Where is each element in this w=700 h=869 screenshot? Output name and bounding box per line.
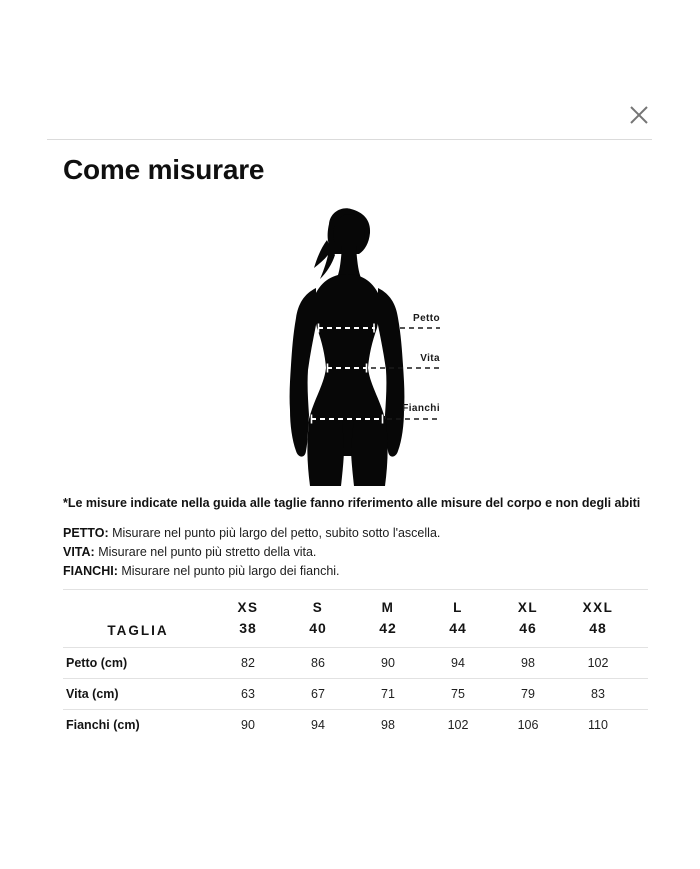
measurement-note: *Le misure indicate nella guida alle taglie fanno riferimento alle misure del corpo e non degli abiti bbox=[63, 496, 641, 510]
size-cell: 94 bbox=[423, 648, 493, 679]
instruction-line-waist bbox=[63, 543, 653, 562]
spacer-cell bbox=[633, 590, 648, 648]
row-label: Vita (cm) bbox=[63, 679, 213, 710]
column-header-xxl bbox=[563, 590, 633, 648]
column-header-s bbox=[283, 590, 353, 648]
size-number: 48 bbox=[589, 620, 607, 636]
instruction-term: PETTO: bbox=[63, 526, 109, 540]
close-icon bbox=[628, 104, 650, 126]
size-cell: 90 bbox=[241, 718, 255, 732]
taglia-header: TAGLIA bbox=[63, 590, 213, 648]
size-code: XL bbox=[517, 600, 539, 615]
size-code: XXL bbox=[582, 600, 614, 615]
size-number: 40 bbox=[309, 620, 327, 636]
size-cell: 94 bbox=[311, 718, 325, 732]
size-code: S bbox=[312, 600, 324, 615]
spacer-cell bbox=[633, 648, 648, 679]
table-row-chest bbox=[63, 648, 648, 679]
size-cell: 67 bbox=[283, 679, 353, 710]
size-cell: 98 bbox=[493, 648, 563, 679]
spacer-cell bbox=[633, 710, 648, 741]
row-label: Petto (cm) bbox=[63, 648, 213, 679]
size-cell: 79 bbox=[493, 679, 563, 710]
size-number: 44 bbox=[449, 620, 467, 636]
measure-label-hips: Fianchi bbox=[402, 403, 440, 414]
measurement-instructions bbox=[63, 524, 653, 581]
column-header-xs bbox=[213, 590, 283, 648]
body-silhouette-figure bbox=[270, 200, 460, 490]
instruction-term: FIANCHI: bbox=[63, 564, 118, 578]
column-header-l bbox=[423, 590, 493, 648]
size-cell: 102 bbox=[447, 718, 469, 732]
size-code: M bbox=[381, 600, 395, 615]
column-header-m bbox=[353, 590, 423, 648]
left-leg-shape bbox=[307, 416, 344, 486]
size-cell: 86 bbox=[283, 648, 353, 679]
size-cell: 102 bbox=[563, 648, 633, 679]
size-table bbox=[63, 589, 648, 740]
size-cell: 110 bbox=[588, 718, 608, 732]
size-number: 38 bbox=[239, 620, 257, 636]
instruction-desc: Misurare nel punto più stretto della vita. bbox=[98, 545, 317, 559]
size-cell: 75 bbox=[423, 679, 493, 710]
table-row-waist bbox=[63, 679, 648, 710]
row-label: Fianchi (cm) bbox=[66, 718, 140, 732]
size-number: 42 bbox=[379, 620, 397, 636]
size-table-header-row bbox=[63, 590, 648, 648]
size-cell: 98 bbox=[381, 718, 395, 732]
spacer-cell bbox=[633, 679, 648, 710]
measure-label-chest: Petto bbox=[413, 313, 440, 324]
instruction-line-hips bbox=[63, 562, 653, 581]
size-code: XS bbox=[237, 600, 259, 615]
size-cell: 63 bbox=[213, 679, 283, 710]
header-divider bbox=[47, 139, 652, 140]
page-title: Come misurare bbox=[63, 154, 265, 185]
size-cell: 90 bbox=[353, 648, 423, 679]
measure-label-waist: Vita bbox=[420, 353, 440, 364]
size-cell: 83 bbox=[563, 679, 633, 710]
table-row-hips bbox=[63, 710, 648, 741]
size-cell: 82 bbox=[213, 648, 283, 679]
size-number: 46 bbox=[519, 620, 537, 636]
size-table-container bbox=[63, 589, 648, 740]
instruction-desc: Misurare nel punto più largo del petto, subito sotto l'ascella. bbox=[112, 526, 441, 540]
size-code: L bbox=[453, 600, 463, 615]
size-cell: 71 bbox=[353, 679, 423, 710]
column-header-xl bbox=[493, 590, 563, 648]
close-button[interactable] bbox=[625, 101, 653, 129]
right-leg-shape bbox=[351, 416, 388, 486]
size-cell: 106 bbox=[517, 718, 539, 732]
instruction-line-chest bbox=[63, 524, 653, 543]
instruction-term: VITA: bbox=[63, 545, 95, 559]
instruction-desc: Misurare nel punto più largo dei fianchi. bbox=[121, 564, 340, 578]
